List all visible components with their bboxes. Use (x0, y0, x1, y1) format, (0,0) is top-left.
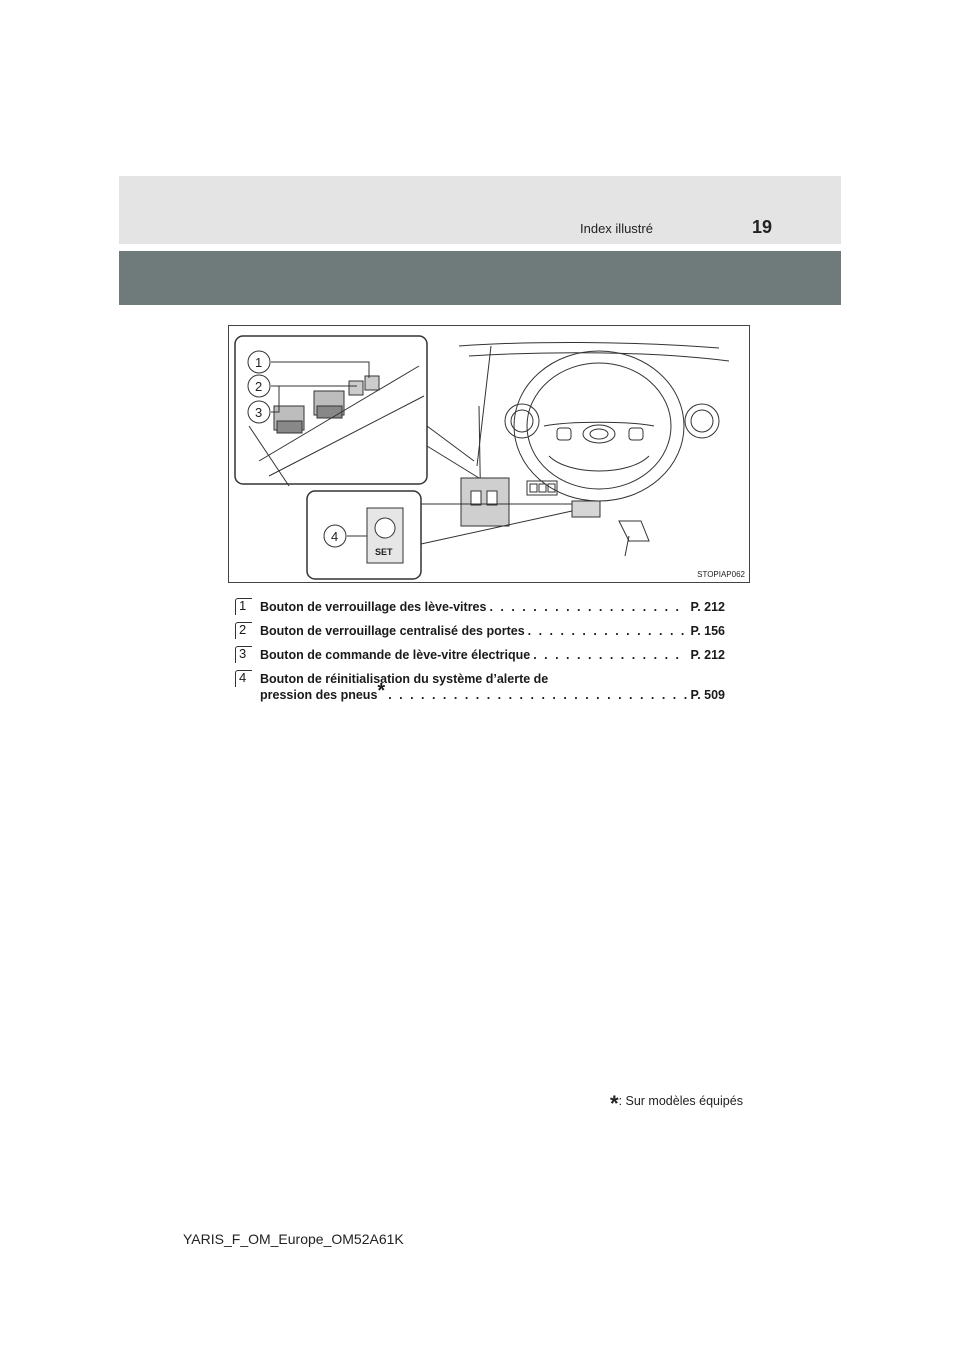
page-reference[interactable]: P. 156 (690, 624, 725, 638)
header-band (119, 176, 841, 244)
item-label: Bouton de commande de lève-vitre électrique (260, 648, 531, 662)
svg-text:1: 1 (255, 355, 263, 370)
item-number-1: 1 (235, 598, 251, 614)
item-label: Bouton de verrouillage des lève-vitres (260, 600, 487, 614)
dashboard-illustration (229, 326, 750, 583)
section-band (119, 251, 841, 305)
callout-3 (248, 401, 270, 423)
dot-leader (489, 600, 687, 614)
set-label: SET (375, 547, 393, 557)
item-number-3: 3 (235, 646, 251, 662)
page-reference[interactable]: P. 509 (690, 688, 725, 702)
callout-list (235, 600, 725, 712)
section-title: Index illustré (580, 221, 653, 236)
list-item (235, 624, 725, 638)
page-reference[interactable]: P. 212 (690, 648, 725, 662)
footnote (610, 1085, 743, 1116)
list-item (235, 672, 725, 702)
item-label-line1: Bouton de réinitialisation du système d’alerte de (260, 672, 549, 686)
item-number-4: 4 (235, 670, 251, 686)
item-number-2: 2 (235, 622, 251, 638)
list-item (235, 648, 725, 662)
figure-code: STOPIAP062 (697, 570, 745, 579)
callout-1 (248, 351, 270, 373)
callout-2 (248, 375, 270, 397)
dot-leader (388, 688, 687, 702)
asterisk-mark: * (377, 680, 386, 702)
svg-text:2: 2 (255, 379, 263, 394)
item-label: Bouton de verrouillage centralisé des portes (260, 624, 525, 638)
dot-leader (528, 624, 688, 638)
page-reference[interactable]: P. 212 (690, 600, 725, 614)
footnote-asterisk: * (610, 1091, 619, 1116)
item-label-line2: pression des pneus (260, 688, 378, 702)
illustration-figure (228, 325, 750, 583)
dot-leader (533, 648, 687, 662)
svg-text:4: 4 (331, 529, 339, 544)
document-id: YARIS_F_OM_Europe_OM52A61K (183, 1231, 404, 1247)
page-number: 19 (752, 217, 773, 237)
svg-text:3: 3 (255, 405, 263, 420)
footnote-text: : Sur modèles équipés (618, 1094, 743, 1108)
list-item (235, 600, 725, 614)
callout-4 (324, 525, 346, 547)
